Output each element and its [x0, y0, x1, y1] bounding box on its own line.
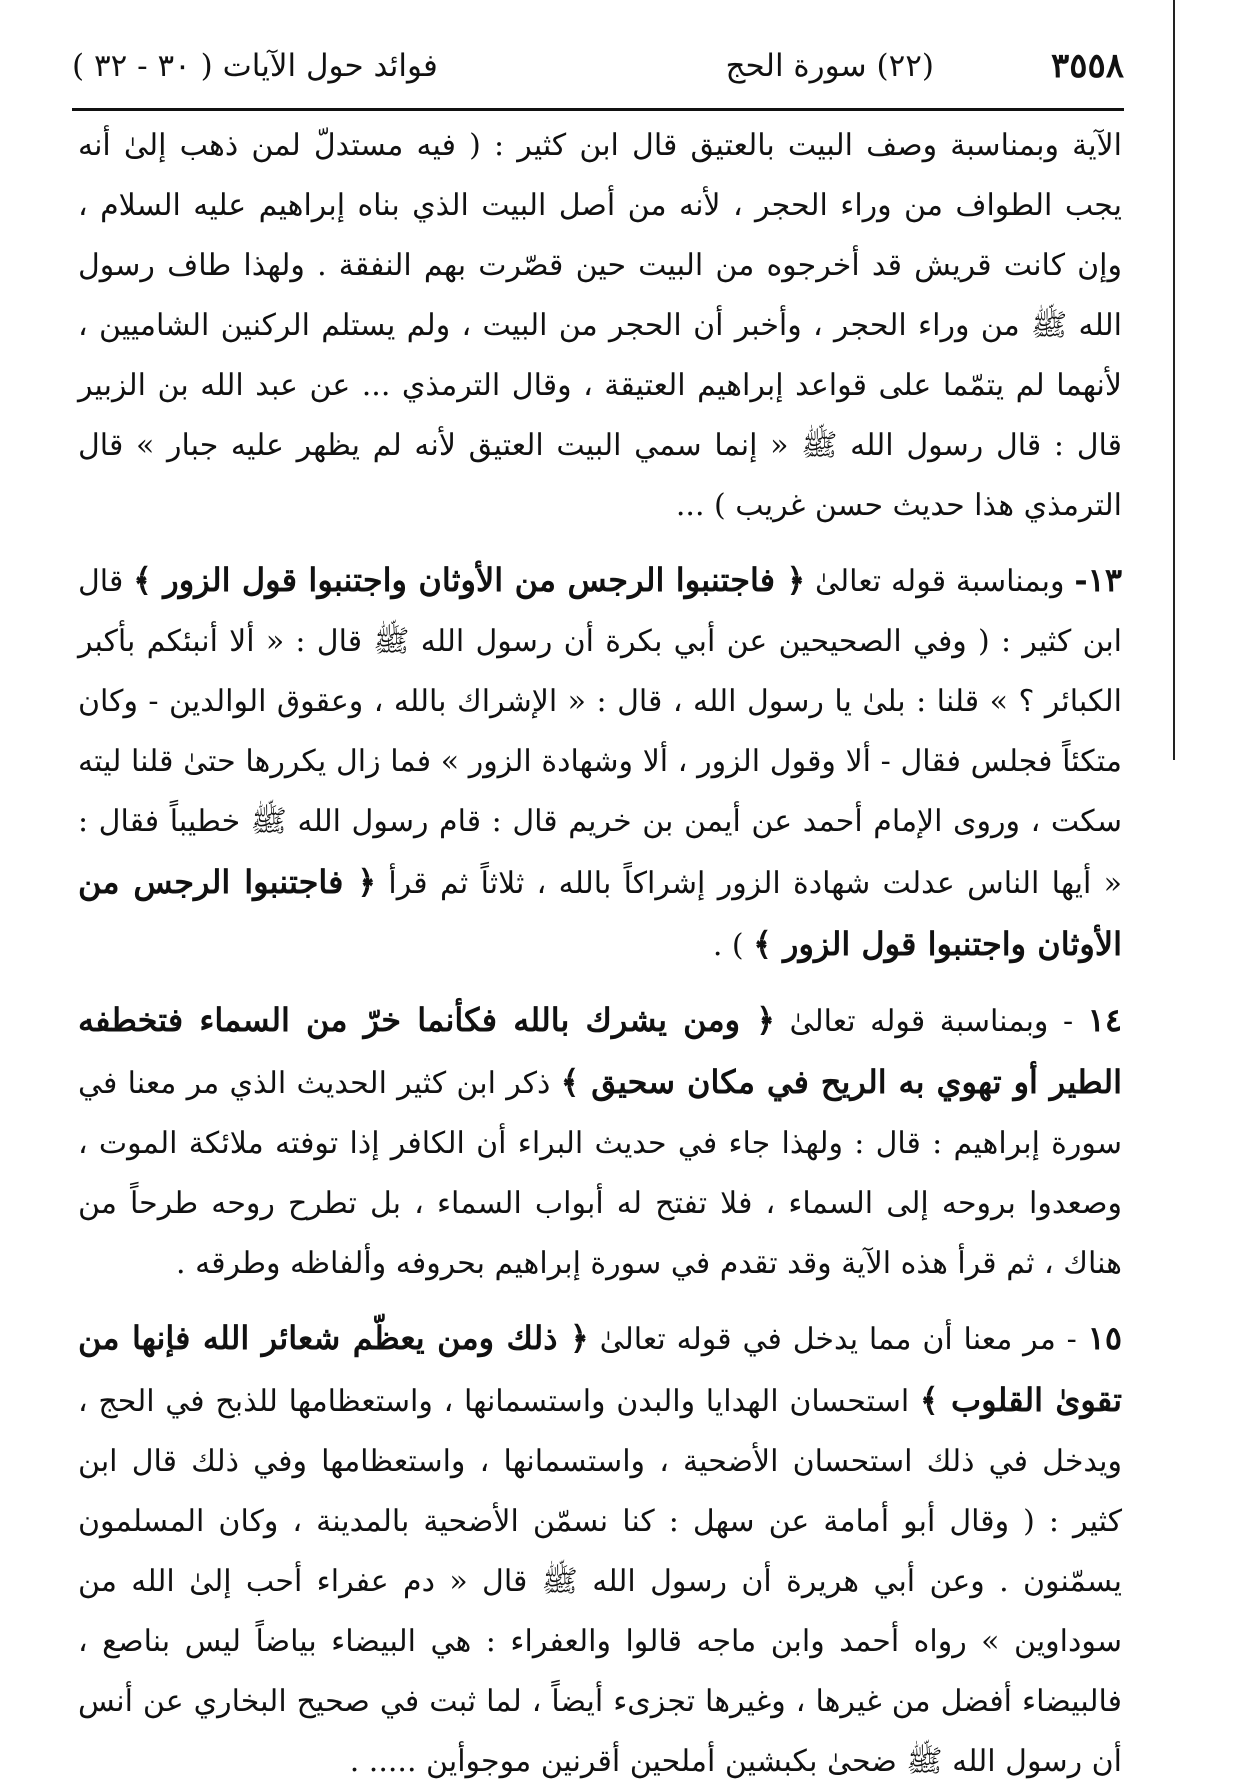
paragraph-text: استحسان الهدايا والبدن واستسمانها ، واستعظامها للذبح في الحج ، ويدخل في ذلك استحسان الأضحية ، واستسمانها ، واستعظامها وفي ذلك قال ابن كثير : ( وقال أبو أمامة عن سهل : كنا نسمّن الأضحية بالمدينة ، وكان المسلمون يسمّنون . وعن أبي هريرة أن رسول الله ﷺ قال « دم عفراء أحب إلىٰ الله من سوداوين » رواه أحمد وابن ماجه قالوا والعفراء : هي البيضاء بياضاً ليس بناصع ، فالبيضاء أفضل من غيرها ، وغيرها تجزىء أيضاً ، لما ثبت في صحيح البخاري عن أنس أن رسول الله ﷺ ضحىٰ بكبشين أملحين أقرنين موجوأين ..... .	[78, 1384, 1122, 1779]
paragraph-intro: - وبمناسبة قوله تعالىٰ	[774, 1004, 1088, 1039]
paragraph-number: ١٣-	[1074, 561, 1122, 599]
page-number: ٣٥٥٨	[1050, 46, 1124, 86]
paragraph-text: قال ابن كثير : ( وفي الصحيحين عن أبي بكرة أن رسول الله ﷺ قال : « ألا أنبئكم بأكبر الكبائر ؟ » قلنا : بلىٰ يا رسول الله ، قال : « الإشراك بالله ، وعقوق الوالدين - وكان متكئاً فجلس فقال - ألا وقول الزور ، ألا وشهادة الزور » فما زال يكررها حتىٰ قلنا ليته سكت ، وروى الإمام أحمد عن أيمن بن خريم قال : قام رسول الله ﷺ خطيباً فقال : « أيها الناس عدلت شهادة الزور إشراكاً بالله ، ثلاثاً ثم قرأ	[78, 564, 1123, 901]
running-header	[72, 42, 1124, 106]
paragraph-13	[78, 550, 1122, 976]
paragraph-number: ١٥	[1087, 1319, 1123, 1357]
paragraph-intro: - مر معنا أن مما يدخل في قوله تعالىٰ	[588, 1322, 1088, 1357]
quran-quote: ﴿ فاجتنبوا الرجس من الأوثان واجتنبوا قول الزور ﴾	[78, 863, 1122, 963]
paragraph-intro: وبمناسبة قوله تعالىٰ	[805, 564, 1075, 599]
paragraph-number: ١٤	[1087, 1001, 1123, 1039]
paragraph-15	[78, 1308, 1122, 1792]
quran-quote: ﴿ ومن يشرك بالله فكأنما خرّ من السماء فتخطفه الطير أو تهوي به الريح في مكان سحيق ﴾	[78, 1001, 1123, 1101]
paragraph-14	[78, 990, 1122, 1294]
surah-title: (٢٢) سورة الحج	[725, 48, 934, 84]
quran-quote: ﴿ فاجتنبوا الرجس من الأوثان واجتنبوا قول الزور ﴾	[133, 561, 806, 599]
paragraph-text: ذكر ابن كثير الحديث الذي مر معنا في سورة إبراهيم : قال : ولهذا جاء في حديث البراء أن الكافر إذا توفته ملائكة الموت ، وصعدوا بروحه إلى السماء ، فلا تفتح له أبواب السماء ، بل تطرح روحه طرحاً من هناك ، ثم قرأ هذه الآية وقد تقدم في سورة إبراهيم بحروفه وألفاظه وطرقه .	[78, 1066, 1122, 1281]
paragraph-continuation	[78, 116, 1122, 536]
paragraph-text: الآية وبمناسبة وصف البيت بالعتيق قال ابن كثير : ( فيه مستدلّ لمن ذهب إلىٰ أنه يجب الطواف من وراء الحجر ، لأنه من أصل البيت الذي بناه إبراهيم عليه السلام ، وإن كانت قريش قد أخرجوه من البيت حين قصّرت بهم النفقة . ولهذا طاف رسول الله ﷺ من وراء الحجر ، وأخبر أن الحجر من البيت ، ولم يستلم الركنين الشاميين ، لأنهما لم يتمّما على قواعد إبراهيم العتيقة ، وقال الترمذي ... عن عبد الله بن الزبير قال : قال رسول الله ﷺ « إنما سمي البيت العتيق لأنه لم يظهر عليه جبار » قال الترمذي هذا حديث حسن غريب ) ...	[78, 128, 1122, 523]
header-rule	[72, 108, 1124, 111]
quran-quote: ﴿ ذلك ومن يعظّم شعائر الله فإنها من تقوىٰ القلوب ﴾	[78, 1319, 1122, 1419]
paragraph-end: ) .	[712, 928, 754, 963]
section-title: فوائد حول الآيات ( ٣٠ - ٣٢ )	[72, 48, 438, 84]
page-body	[78, 116, 1122, 1792]
margin-rule	[1173, 0, 1175, 760]
